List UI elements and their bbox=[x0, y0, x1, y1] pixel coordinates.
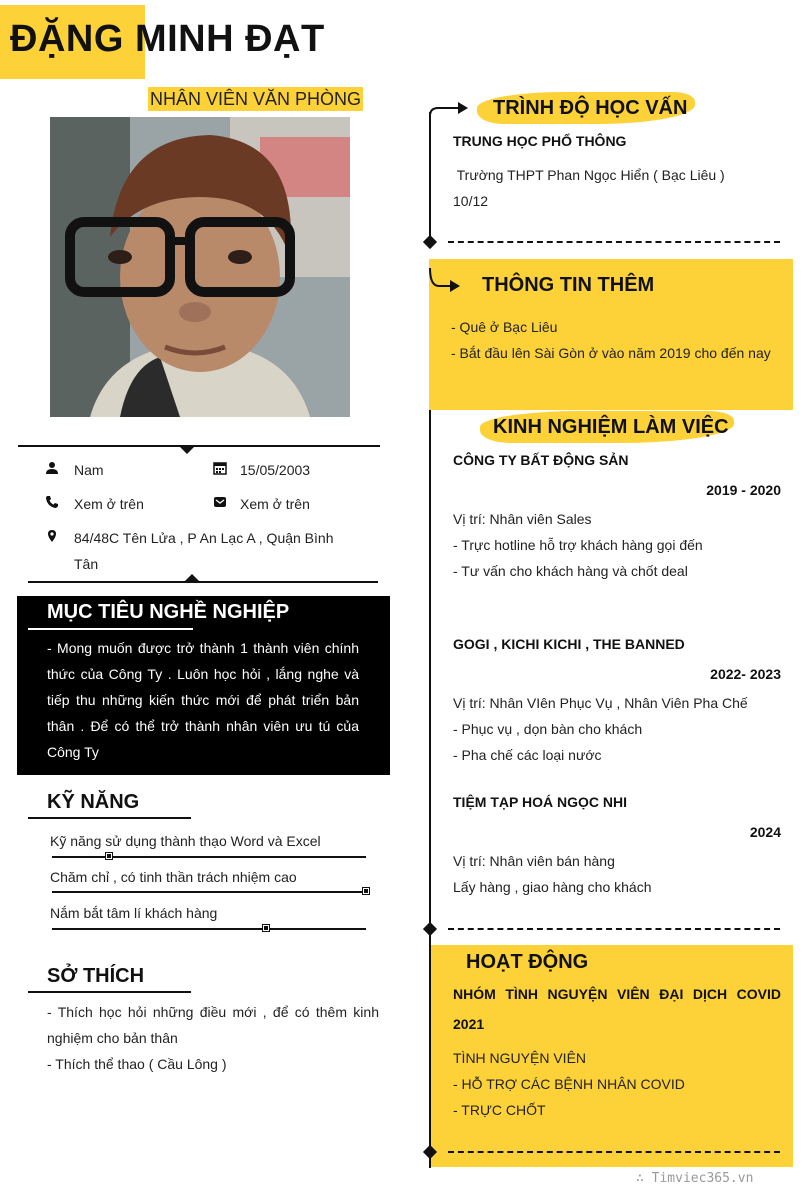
timeline-line bbox=[429, 112, 431, 242]
hobby-line: - Thích học hỏi những điều mới , để có thêm kinh bbox=[47, 1004, 379, 1020]
timeline-arrow-icon bbox=[429, 268, 463, 298]
job-detail: - Pha chế các loại nước bbox=[453, 747, 602, 763]
activity-organization: NHÓM TÌNH NGUYỆN VIÊN ĐẠI DỊCH COVID bbox=[453, 986, 781, 1002]
divider-bottom bbox=[28, 581, 378, 583]
objective-line: Công Ty bbox=[47, 744, 99, 760]
skill-level-marker bbox=[262, 924, 270, 932]
hobbies-title: SỞ THÍCH bbox=[47, 965, 145, 987]
timeline-node bbox=[423, 922, 437, 936]
activities-title: HOẠT ĐỘNG bbox=[466, 951, 589, 973]
activity-detail: TÌNH NGUYỆN VIÊN bbox=[453, 1050, 587, 1066]
job-company: GOGI , KICHI KICHI , THE BANNED bbox=[453, 636, 685, 652]
job-position: NHÂN VIÊN VĂN PHÒNG bbox=[150, 89, 362, 109]
activity-detail: - HỖ TRỢ CÁC BỆNH NHÂN COVID bbox=[453, 1076, 685, 1092]
address-line-1: 84/48C Tên Lửa , P An Lạc A , Quận Bình bbox=[74, 530, 334, 546]
address-line-2: Tân bbox=[74, 556, 99, 572]
job-detail: Vị trí: Nhân VIên Phục Vụ , Nhân Viên Pha Chế bbox=[453, 695, 748, 711]
experience-title: KINH NGHIỆM LÀM VIỆC bbox=[493, 416, 729, 438]
objective-line: - Mong muốn được trở thành 1 thành viên chính bbox=[47, 640, 359, 656]
timeline-line bbox=[429, 410, 431, 1168]
skill-level-marker bbox=[105, 852, 113, 860]
divider-arrow-up bbox=[184, 574, 200, 582]
skill-label: Kỹ năng sử dụng thành thạo Word và Excel bbox=[50, 833, 321, 849]
profile-photo bbox=[50, 117, 350, 417]
section-divider bbox=[448, 241, 780, 243]
objective-line: thức của Công Ty . Luôn học hỏi , lắng nghe và bbox=[47, 666, 359, 682]
extra-info-line: - Quê ở Bạc Liêu bbox=[451, 319, 558, 335]
education-school: Trường THPT Phan Ngọc Hiển ( Bạc Liêu ) bbox=[453, 167, 725, 183]
hobbies-underline bbox=[28, 991, 191, 993]
education-grade: 10/12 bbox=[453, 193, 489, 209]
job-company: TIỆM TẠP HOÁ NGỌC NHI bbox=[453, 794, 627, 810]
skill-label: Chăm chỉ , có tinh thần trách nhiệm cao bbox=[50, 869, 297, 885]
job-detail: - Phục vụ , dọn bàn cho khách bbox=[453, 721, 643, 737]
birthdate-value: 15/05/2003 bbox=[240, 462, 311, 478]
phone-value: Xem ở trên bbox=[74, 496, 144, 512]
watermark-dots-icon: ∴ bbox=[636, 1171, 652, 1186]
job-detail: - Tư vấn cho khách hàng và chốt deal bbox=[453, 563, 688, 579]
calendar-icon bbox=[213, 461, 227, 475]
job-years: 2019 - 2020 bbox=[706, 482, 781, 498]
candidate-name: ĐẶNG MINH ĐẠT bbox=[10, 18, 325, 60]
job-detail: Lấy hàng , giao hàng cho khách bbox=[453, 879, 652, 895]
extra-info-line: - Bắt đầu lên Sài Gòn ở vào năm 2019 cho đến nay bbox=[451, 345, 771, 361]
divider-arrow bbox=[179, 446, 195, 454]
gender-value: Nam bbox=[74, 462, 104, 478]
watermark bbox=[636, 1171, 753, 1186]
phone-icon bbox=[45, 495, 59, 509]
objective-text bbox=[47, 635, 359, 765]
watermark-text: Timviec365.vn bbox=[651, 1171, 754, 1186]
skill-bar bbox=[52, 856, 366, 858]
skills-underline bbox=[28, 817, 191, 819]
job-years: 2022- 2023 bbox=[710, 666, 781, 682]
objective-line: tiếp thu những kiến thức mới để phát triển bản bbox=[47, 692, 359, 708]
job-years: 2024 bbox=[749, 824, 781, 840]
job-detail: - Trực hotline hỗ trợ khách hàng gọi đến bbox=[453, 537, 703, 553]
user-icon bbox=[45, 461, 59, 475]
timeline-node bbox=[423, 235, 437, 249]
objective-underline bbox=[28, 628, 193, 630]
extra-info-title: THÔNG TIN THÊM bbox=[482, 274, 655, 296]
hobby-line: nghiệm cho bản thân bbox=[47, 1030, 178, 1046]
email-icon bbox=[213, 495, 227, 509]
skill-bar bbox=[52, 928, 366, 930]
skill-level-marker bbox=[362, 887, 370, 895]
skill-bar bbox=[52, 891, 366, 893]
section-divider bbox=[448, 1151, 780, 1153]
job-detail: Vị trí: Nhân viên bán hàng bbox=[453, 853, 615, 869]
activity-detail: - TRỰC CHỐT bbox=[453, 1102, 546, 1118]
objective-line: thân . Để có thể trở thành nhân viên ưu tú của bbox=[47, 718, 359, 734]
section-divider bbox=[448, 928, 780, 930]
skills-title: KỸ NĂNG bbox=[47, 791, 140, 813]
education-title: TRÌNH ĐỘ HỌC VẤN bbox=[493, 97, 688, 119]
email-value: Xem ở trên bbox=[240, 496, 310, 512]
job-detail: Vị trí: Nhân viên Sales bbox=[453, 511, 592, 527]
activity-year: 2021 bbox=[453, 1016, 485, 1032]
divider-top bbox=[18, 445, 380, 447]
education-level: TRUNG HỌC PHỔ THÔNG bbox=[453, 133, 627, 149]
timeline-arrow-icon bbox=[429, 102, 463, 114]
skill-label: Nắm bắt tâm lí khách hàng bbox=[50, 905, 218, 921]
hobbies-text bbox=[47, 999, 379, 1077]
job-company: CÔNG TY BẤT ĐỘNG SẢN bbox=[453, 452, 629, 468]
hobby-line: - Thích thể thao ( Cầu Lông ) bbox=[47, 1056, 227, 1072]
location-icon bbox=[45, 529, 59, 543]
objective-title: MỤC TIÊU NGHỀ NGHIỆP bbox=[47, 601, 290, 623]
